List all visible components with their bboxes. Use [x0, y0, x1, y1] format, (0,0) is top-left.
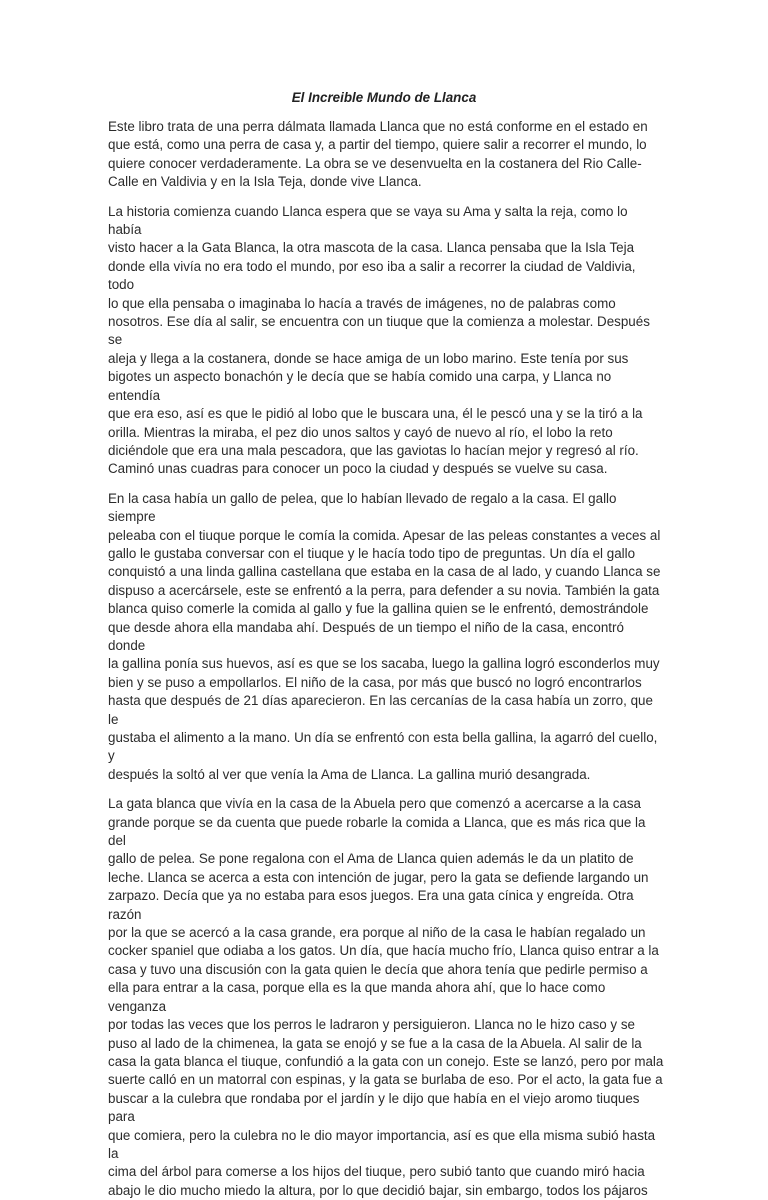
document-title: El Increible Mundo de Llanca — [291, 90, 477, 105]
paragraph-3: En la casa había un gallo de pelea, que lo habían llevado de regalo a la casa. El gallo siempre peleaba con el tiuque porque le comía la comida. Apesar de las peleas constantes a veces al gallo le gustaba conversar con el tiuque y le hacía todo tipo de preguntas. Un día el gallo conquistó a una linda gallina castellana que estaba en la casa de al lado, y cuando Llanca se dispuso a acercársele, este se enfrentó a la perra, para defender a su novia. También la gata blanca quiso comerle la comida al gallo y fue la gallina quien se le enfrentó, demostrándole que desde ahora ella mandaba ahí. Después de un tiempo el niño de la casa, encontró donde la gallina ponía sus huevos, así es que se los sacaba, luego la gallina logró esconderlos muy bien y se puso a empollarlos. El niño de la casa, por más que buscó no logró encontrarlos hasta que después de 21 días aparecieron. En las cercanías de la casa había un zorro, que le gustaba el alimento a la mano. Un día se enfrentó con esta bella gallina, la agarró del cuello, y después la soltó al ver que venía la Ama de Llanca. La gallina murió desangrada. — [108, 490, 661, 782]
paragraph-1: Este libro trata de una perra dálmata llamada Llanca que no está conforme en el estado en que está, como una perra de casa y, a partir del tiempo, quiere salir a recorrer el mundo, lo quiere conocer verdaderamente. La obra se ve desenvuelta en la costanera del Rio Calle- Calle en Valdivia y en la Isla Teja, donde vive Llanca. — [108, 119, 648, 190]
paragraph-2: La historia comienza cuando Llanca espera que se vaya su Ama y salta la reja, como lo había visto hacer a la Gata Blanca, la otra mascota de la casa. Llanca pensaba que la Isla Teja donde ella vivía no era todo el mundo, por eso iba a salir a recorrer la ciudad de Valdivia, todo lo que ella pensaba o imaginaba lo hacía a través de imágenes, no de palabras como nosotros. Ese día al salir, se encuentra con un tiuque que la comienza a molestar. Después se aleja y llega a la costanera, donde se hace amiga de un lobo marino. Este tenía por sus bigotes un aspecto bonachón y le decía que se había comido una carpa, y Llanca no entendía que era eso, así es que le pidió al lobo que le buscara una, él le pescó una y se la tiró a la orilla. Mientras la miraba, el pez dio unos saltos y cayó de nuevo al río, el lobo la reto diciéndole que era una mala pescadora, que las gaviotas lo hacían mejor y regresó al río. Caminó unas cuadras para conocer un poco la ciudad y después se vuelve su casa. — [108, 203, 650, 477]
paragraph-4: La gata blanca que vivía en la casa de la Abuela pero que comenzó a acercarse a la casa grande porque se da cuenta que puede robarle la comida a Llanca, que es más rica que la del gallo de pelea. Se pone regalona con el Ama de Llanca quien además le da un platito de leche. Llanca se acerca a esta con intención de jugar, pero la gata se defiende largando un zarpazo. Decía que ya no estaba para esos juegos. Era una gata cínica y engreída. Otra razón por la que se acercó a la casa grande, era porque al niño de la casa le habían regalado un cocker spaniel que odiaba a los gatos. Un día, que hacía mucho frío, Llanca quiso entrar a la casa y tuvo una discusión con la gata quien le decía que ahora tenía que pedirle permiso a ella para entrar a la casa, porque ella es la que manda ahora ahí, que lo hace como venganza por todas las veces que los perros le ladraron y persiguieron. Llanca no le hizo caso y se puso al lado de la chimenea, la gata se enojó y se fue a la casa de la Abuela. Al salir de la casa la gata blanca el tiuque, confundió a la gata con un conejo. Este se lanzó, pero por mala suerte calló en un matorral con espinas, y la gata se burlaba de eso. Por el acto, la gata fue a buscar a la culebra que rondaba por el jardín y le dijo que había en el viejo aromo tiuques para que comiera, pero la culebra no le dio mayor importancia, así es que ella misma subió hasta la cima del árbol para comerse a los hijos del tiuque, pero subió tanto que cuando miró hacia abajo le dio mucho miedo la altura, por lo que decidió bajar, sin embargo, todos los pájaros — [108, 796, 664, 1198]
